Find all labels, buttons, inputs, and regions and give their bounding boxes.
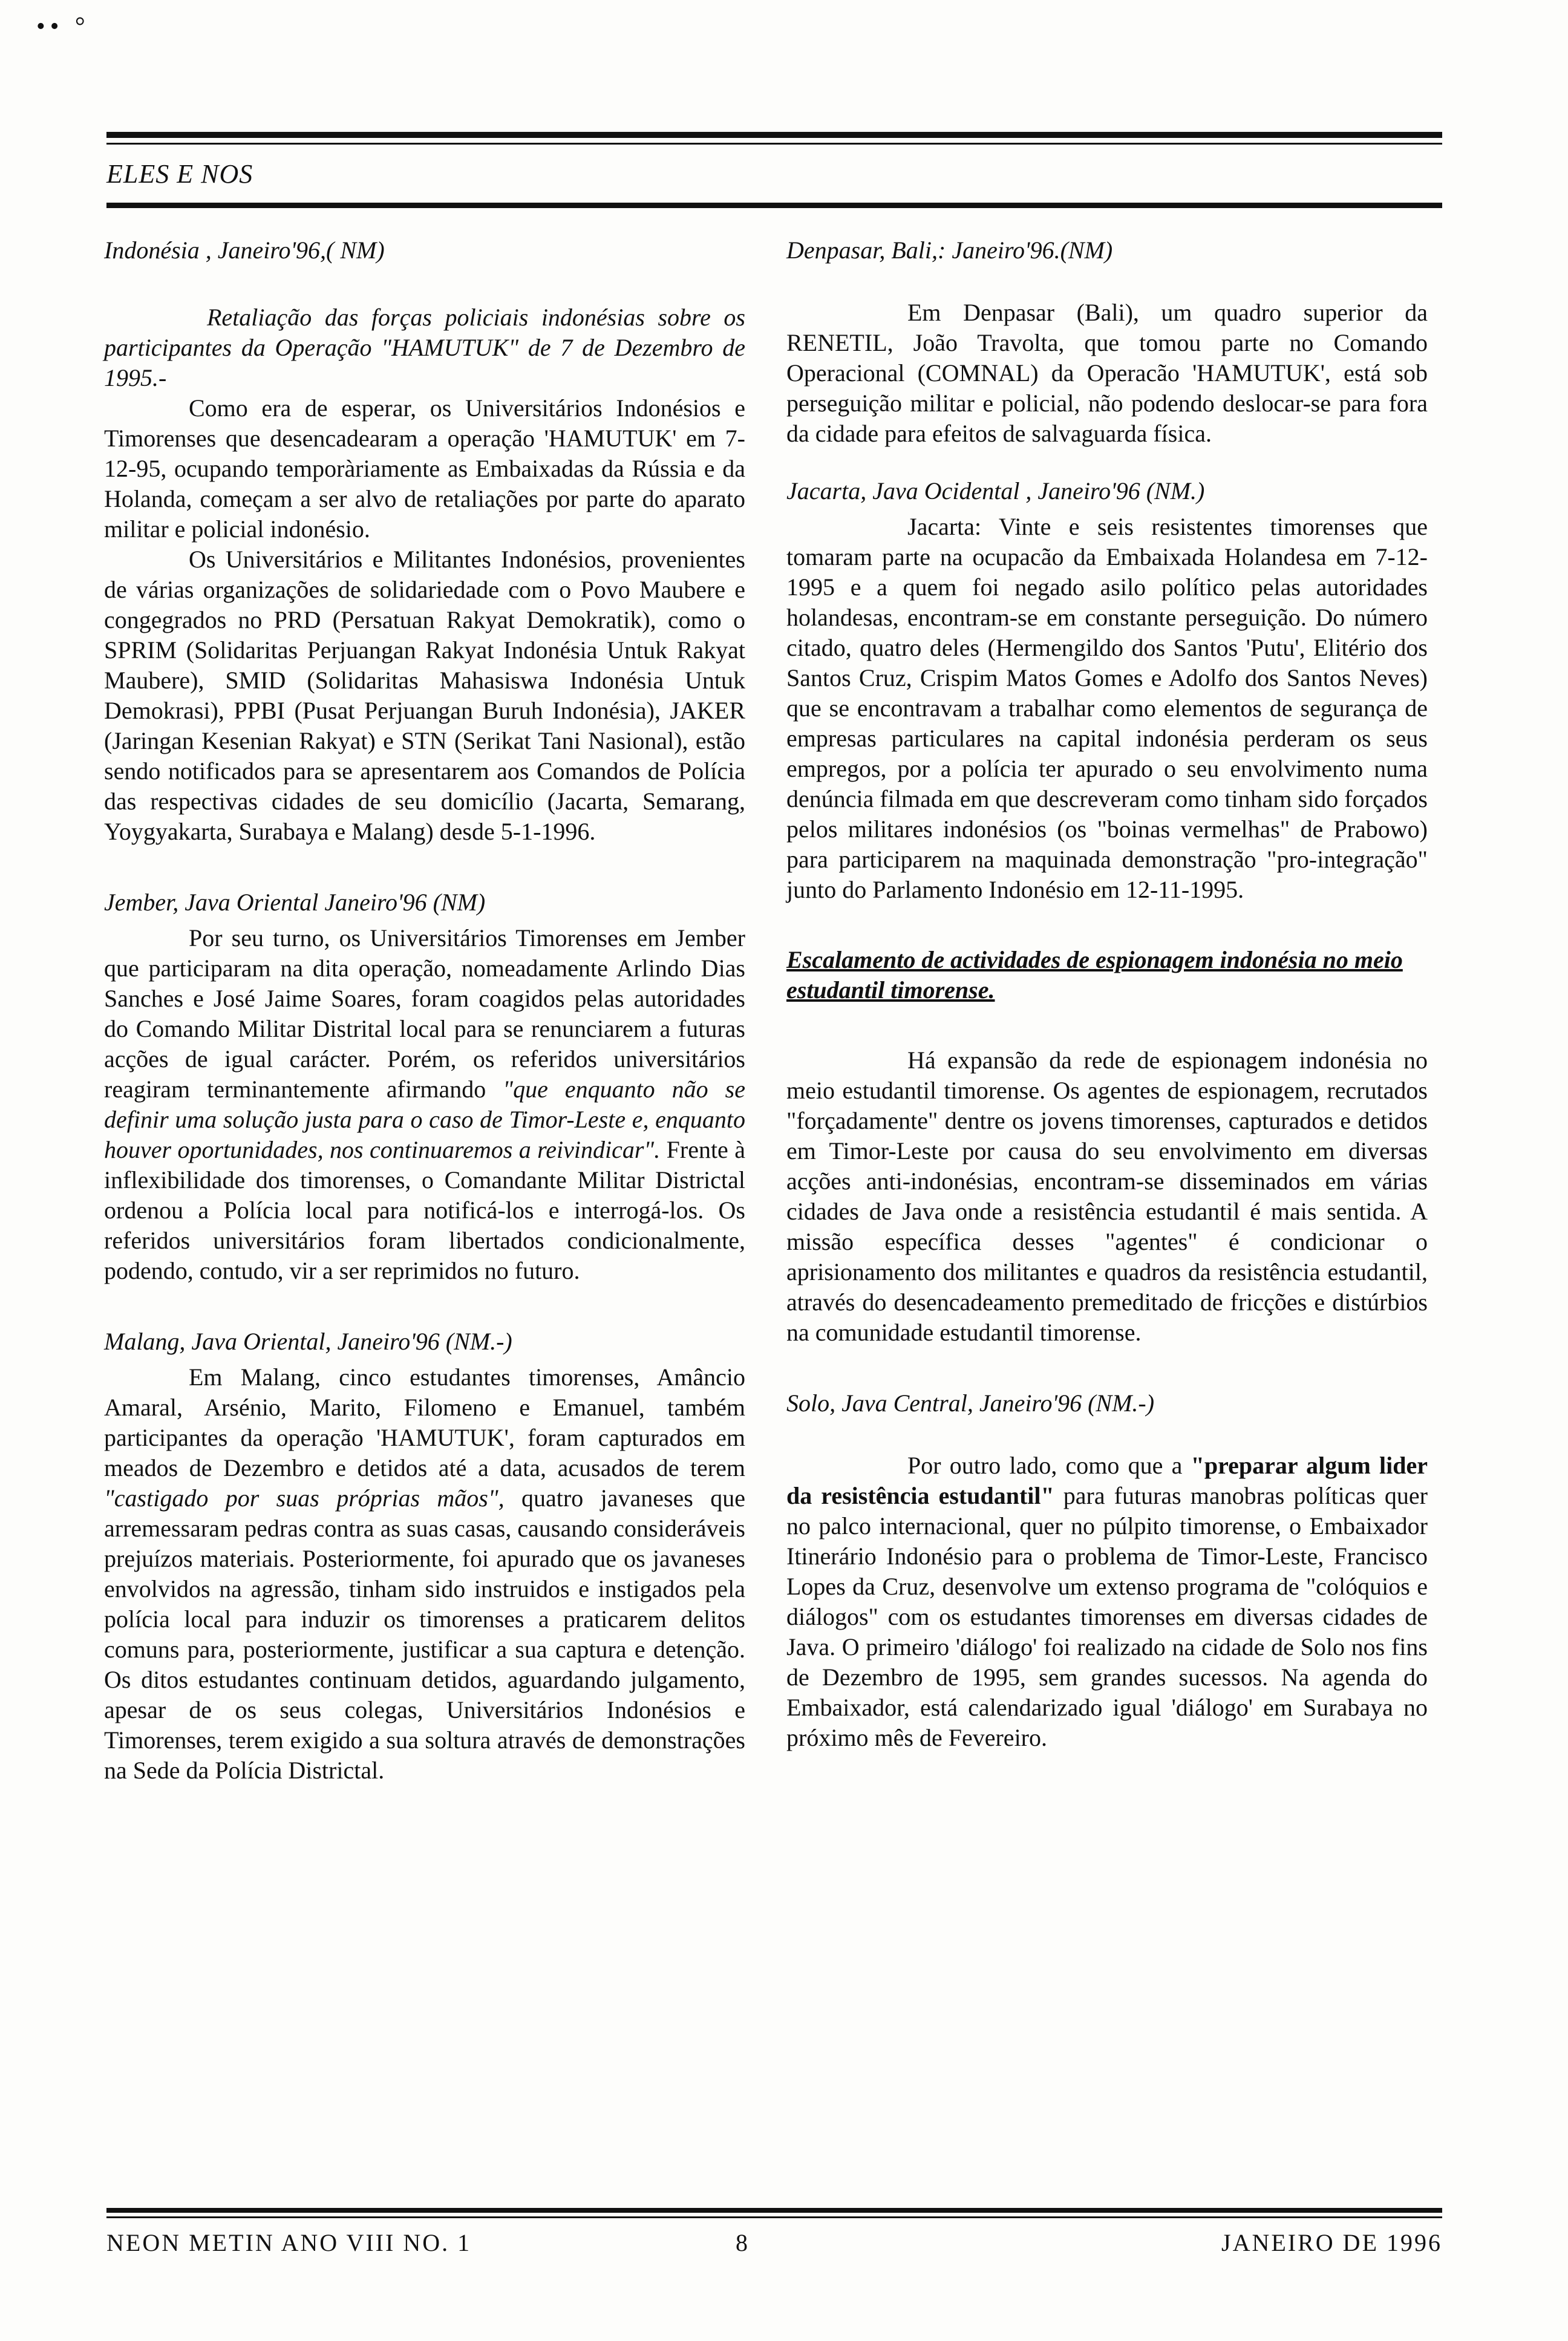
article-paragraph: Há expansão da rede de espionagem indonésia no meio estudantil timorense. Os agentes de espionagem, recrutados "forçadamente" dentre os jovens timorenses, capturados e detidos em Timor-Leste por causa do seu envolvimento em diversas acções anti-indonésias, encontram-se disseminados em várias cidades de Java onde a resistência estudantil é mais sentida. A missão específica desses "agentes" é condicionar o aprisionamento dos militantes e quadros da resistência estudantil, através do desencadeamento premeditado de fricções e distúrbios na comunidade estudantil timorense. (786, 1046, 1428, 1346)
article-paragraph (104, 923, 745, 1286)
spacer (786, 1348, 1428, 1388)
paragraph-text: quatro javaneses que arremessaram pedras contra as suas casas, causando consideráveis prejuízos materiais. Posteriormente, foi apurado que os javaneses envolvidos na agressão, tinham sido instruidos e instigados pela polícia local para induzir os timorenses a praticarem delitos comuns para, posteriormente, justificar a sua captura e detenção. Os ditos estudantes continuam detidos, aguardando julgamento, apesar de os seus colegas, Universitários Indonésios e Timorenses, terem exigido a sua soltura através de demonstrações na Sede da Polícia Districtal. (104, 1484, 746, 1784)
page-footer (106, 2228, 1442, 2265)
article-subhead: Retaliação das forças policiais indonésias sobre os participantes da Operação "HAMUTUK" de 7 de Dezembro de 1995.- (104, 304, 745, 391)
article-paragraph (104, 1362, 745, 1786)
article-headline: Escalamento de actividades de espionagem indonésia no meio estudantil timorense. (786, 946, 1403, 1004)
footer-rule-thick (106, 2208, 1442, 2213)
spacer (786, 449, 1428, 475)
article-paragraph (786, 1451, 1428, 1753)
footer-rule-thin (106, 2216, 1442, 2218)
article-paragraph: Os Universitários e Militantes Indonésios, provenientes de várias organizações de solidariedade com o Povo Maubere e congegrados no PRD (Persatuan Rakyat Demokratik), como o SPRIM (Solidaritas Perjuangan Rakyat Indonésia Untuk Rakyat Maubere), SMID (Solidaritas Mahasiswa Indonésia Untuk Demokrasi), PPBI (Pusat Perjuangan Buruh Indonésia), JAKER (Jaringan Kesenian Rakyat) e STN (Serikat Tani Nasional), estão sendo notificados para se apresentarem aos Comandos de Polícia das respectivas cidades de seu domicílio (Jacarta, Semarang, Yoygyakarta, Surabaya e Malang) desde 5-1-1996. (104, 546, 745, 845)
section-label: ELES E NOS (106, 159, 253, 189)
publication-name: NEON METIN ANO VIII NO. 1 (106, 2229, 472, 2256)
article-paragraph: Jacarta: Vinte e seis resistentes timorenses que tomaram parte na ocupacão da Embaixada Holandesa em 7-12-1995 e a quem foi negado asilo político pelas autoridades holandesas, encontram-se em constante perseguição. Do número citado, quatro deles (Hermengildo dos Santos 'Putu', Elitério dos Santos Cruz, Crispim Matos Gomes e Adolfo dos Santos Neves) que se encontravam a trabalhar como elementos de segurança de empresas particulares na capital indonésia perderam os seus empregos, por a polícia ter apurado o seu envolvimento numa denúncia filmada em que descreveram como tinham sido forçados pelos militares indonésios (os "boinas vermelhas" de Prabowo) para participarem na maquinada demonstração "pro-integração" junto do Parlamento Indonésio em 12-11-1995. (786, 513, 1428, 903)
bold-quote: "preparar algum lider da resistência estudantil" (786, 1452, 1428, 1509)
quoted-statement: "castigado por suas próprias mãos", (104, 1484, 505, 1512)
paragraph-text: Em Malang, cinco estudantes timorenses, Amâncio Amaral, Arsénio, Marito, Filomeno e Emanuel, também participantes da operação 'HAMUTUK', foram capturados em meados de Dezembro e detidos até a data, acusados de terem (104, 1363, 745, 1481)
section-rule (106, 203, 1442, 208)
header-rule-thin (106, 143, 1442, 145)
spacer (786, 1424, 1428, 1451)
paragraph-text: Por seu turno, os Universitários Timorenses em Jember que participaram na dita operação, nomeadamente Arlindo Dias Sanches e José Jaime Soares, foram coagidos pelas autoridades do Comando Militar Distrital local para se renunciarem a futuras acções de igual carácter. Porém, os referidos universitários reagiram terminantemente afirmando (104, 924, 745, 1103)
paragraph-text: para futuras manobras políticas quer no palco internacional, quer no púlpito timorense, o Embaixador Itinerário Indonésio para o problema de Timor-Leste, Francisco Lopes da Cruz, desenvolve um extenso programa de "colóquios e diálogos" com os estudantes timorenses em diversas cidades de Java. O primeiro 'diálogo' foi realizado na cidade de Solo nos fins de Dezembro de 1995, sem grandes sucessos. Na agenda do Embaixador, está calendarizado igual 'diálogo' em Surabaya no próximo mês de Fevereiro. (786, 1482, 1428, 1751)
right-column (786, 235, 1428, 1753)
spacer (786, 905, 1428, 945)
article-paragraph: Em Denpasar (Bali), um quadro superior da RENETIL, João Travolta, que tomou parte no Comando Operacional (COMNAL) da Operacão 'HAMUTUK', está sob perseguição militar e policial, não podendo deslocar-se para fora da cidade para efeitos de salvaguarda física. (786, 299, 1428, 447)
paragraph-text: Por outro lado, como que a (907, 1452, 1191, 1479)
article-dateline: Denpasar, Bali,: Janeiro'96.(NM) (786, 237, 1113, 264)
page-number: 8 (736, 2229, 750, 2256)
scan-specks: •• ° (36, 13, 90, 41)
spacer (786, 271, 1428, 298)
paragraph-text: Frente à inflexibilidade dos timorenses, o Comandante Militar Districtal ordenou a Polícia local para notificá-los e interrogá-los. Os referidos universitários foram libertados condicionalmente, podendo, contudo, vir a ser reprimidos no futuro. (104, 1136, 745, 1284)
spacer (104, 1286, 745, 1326)
spacer (786, 1005, 1428, 1045)
header-rule-thick (106, 132, 1442, 138)
article-dateline: Indonésia , Janeiro'96,( NM) (104, 237, 385, 264)
article-dateline: Malang, Java Oriental, Janeiro'96 (NM.-) (104, 1328, 512, 1355)
left-column (104, 235, 745, 1786)
issue-date: JANEIRO DE 1996 (1221, 2229, 1442, 2256)
article-paragraph: Como era de esperar, os Universitários Indonésios e Timorenses que desencadearam a operação 'HAMUTUK' em 7-12-95, ocupando temporàriamente as Embaixadas da Rússia e da Holanda, começam a ser alvo de retaliações por parte do aparato militar e policial indonésio. (104, 394, 745, 543)
spacer (104, 847, 745, 887)
article-dateline: Jacarta, Java Ocidental , Janeiro'96 (NM.) (786, 477, 1205, 504)
article-dateline: Jember, Java Oriental Janeiro'96 (NM) (104, 889, 486, 916)
quoted-statement: "que enquanto não se definir uma solução justa para o caso de Timor-Leste e, enquanto houver oportunidades, nos continuaremos a reivindicar". (104, 1076, 745, 1163)
article-dateline: Solo, Java Central, Janeiro'96 (NM.-) (786, 1389, 1155, 1417)
